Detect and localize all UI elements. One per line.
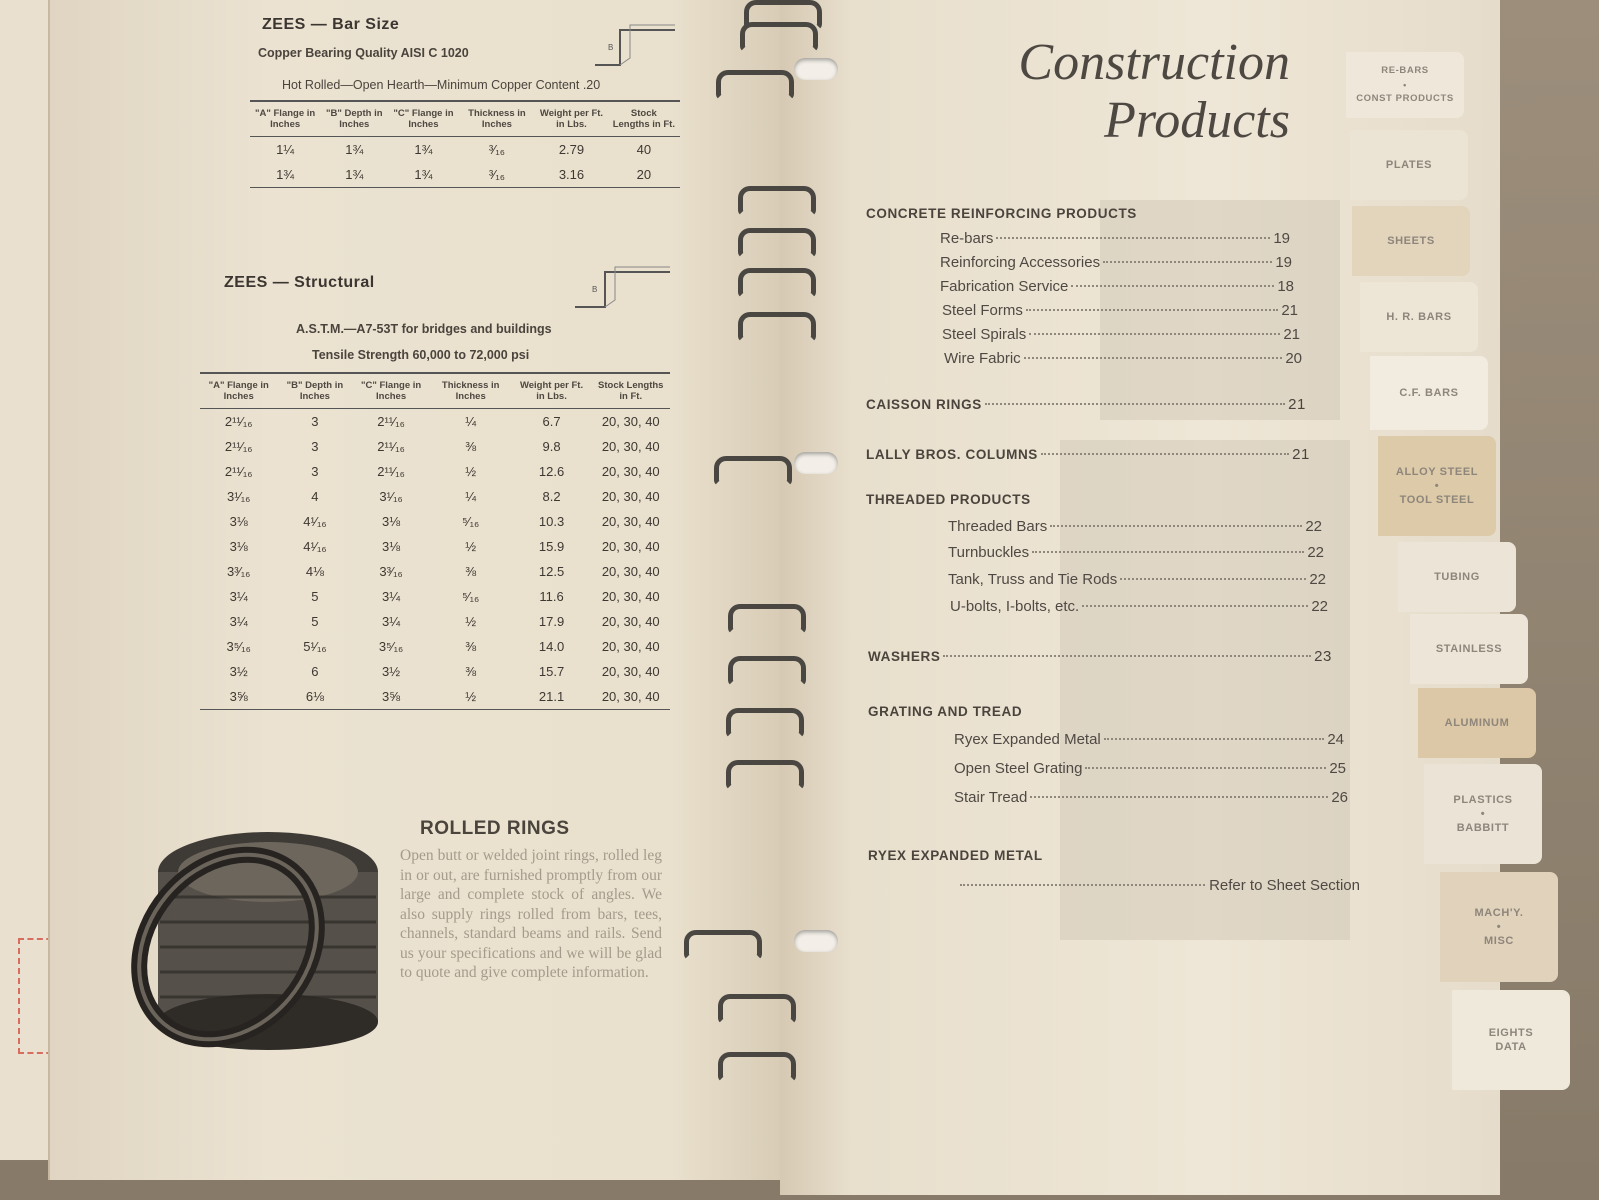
section-grating-and-tread: GRATING AND TREAD [868,704,1023,719]
leader-dots [1029,333,1280,335]
table-cell: 20, 30, 40 [601,589,660,604]
column-header: Stock Lengths in Ft. [608,101,680,137]
punch-hole [794,452,838,474]
binding-ring [716,70,794,100]
tab-plastics-babbitt[interactable] [1424,764,1542,864]
column-header: "A" Flange in Inches [250,101,320,137]
table-cell: 15.9 [538,539,565,554]
toc-entry-wire-fabric[interactable] [944,350,1302,367]
table-cell: 3⅝ [352,684,429,710]
toc-entry-turnbuckles[interactable] [948,544,1324,561]
toc-page-number: 22 [1305,518,1322,535]
toc-label: Wire Fabric [944,350,1021,367]
toc-entry-caisson-rings[interactable] [866,396,1306,413]
table-cell: 20, 30, 40 [592,684,671,710]
toc-label: WASHERS [868,649,941,664]
rolled-rings-body: Open butt or welded joint rings, rolled leg in or out, are furnished promptly from our large and complete stock of angles. We also supply rings rolled from bars, tees, channels, standard beams and rails. Send us your specifications and we will be glad to quote and give complete information. [400,847,662,981]
toc-label: Tank, Truss and Tie Rods [948,571,1118,588]
leader-dots [1082,605,1308,607]
column-header: Weight per Ft. in Lbs. [535,101,607,137]
column-header: Weight per Ft. in Lbs. [512,373,592,409]
title-line: Products [1104,92,1290,149]
table-header-row [200,373,670,409]
table-cell: 3⅝ [200,684,277,710]
toc-entry-open-steel-grating[interactable] [954,760,1346,777]
table-cell: ¼ [465,414,477,429]
table-row [200,434,670,459]
binding-ring [718,994,796,1024]
toc-label: Fabrication Service [940,278,1069,295]
tab-label: EIGHTS [1488,1027,1534,1039]
tab-stainless[interactable] [1410,614,1528,684]
table-cell: ⁵⁄₁₆ [462,589,480,604]
zees-structural-title: ZEES — Structural [224,274,375,291]
table-cell: ³⁄₁₆ [459,162,536,188]
leader-dots [1032,551,1304,553]
binding-ring [726,708,804,738]
toc-page-number: 19 [1273,230,1290,247]
tab-label: ALLOY STEEL [1395,466,1479,478]
table-cell: 4¹⁄₁₆ [303,539,327,554]
table-row [250,137,680,163]
table-cell: ⅜ [465,564,477,579]
table-cell: 1¾ [250,162,320,188]
table-cell: 20, 30, 40 [601,539,660,554]
tab-bullet: • [1403,80,1407,90]
svg-text:B: B [608,43,614,52]
tab-const-products[interactable] [1346,52,1464,118]
table-cell: 3³⁄₁₆ [227,564,251,579]
toc-label: U-bolts, I-bolts, etc. [950,598,1080,615]
table-cell: 5 [311,589,319,604]
table-cell: 9.8 [542,439,561,454]
toc-label: Reinforcing Accessories [940,254,1101,271]
spiral-binding [714,0,854,1200]
toc-label: Open Steel Grating [954,760,1083,777]
table-cell: 3.16 [535,162,607,188]
column-header: "B" Depth in Inches [277,373,352,409]
table-cell: 2.79 [558,142,585,157]
table-cell: 20, 30, 40 [601,639,660,654]
table-cell: 12.5 [538,564,565,579]
toc-label: Threaded Bars [948,518,1048,535]
table-cell: 20, 30, 40 [601,464,660,479]
table-cell: 10.3 [538,514,565,529]
binding-ring [718,1052,796,1082]
table-cell: 2¹¹⁄₁₆ [377,414,405,429]
tab-label: DATA [1495,1041,1527,1053]
zees-bar-quality: Copper Bearing Quality AISI C 1020 [258,46,469,60]
table-cell: 6⅛ [277,684,352,710]
table-cell: 2¹¹⁄₁₆ [224,414,253,429]
column-header: "C" Flange in Inches [388,101,458,137]
leader-dots [1050,525,1302,527]
toc-entry-fabrication-service[interactable] [940,278,1294,295]
tab-alloy-tool-steel[interactable] [1378,436,1496,536]
table-row [200,559,670,584]
table-cell: 20 [608,162,680,188]
toc-label: Stair Tread [954,789,1028,806]
table-cell: 3½ [382,664,401,679]
table-cell: 3¹⁄₁₆ [227,489,251,504]
table-cell: 3¼ [382,589,401,604]
binding-ring [738,186,816,216]
toc-page-number: 26 [1331,789,1348,806]
zees-structural-spec: A.S.T.M.—A7-53T for bridges and buildings [296,322,552,336]
tab-label: TUBING [1434,571,1480,583]
column-header: Stock Lengths in Ft. [592,373,671,409]
table-cell: 2¹¹⁄₁₆ [377,439,405,454]
tab-bullet: • [1496,921,1502,933]
table-cell: 3¼ [229,614,248,629]
zees-structural-table [200,372,670,710]
section-threaded-products: THREADED PRODUCTS [866,492,1031,507]
toc-label: Steel Spirals [942,326,1027,343]
tab-label: RE-BARS [1381,65,1429,76]
table-cell: ½ [465,539,477,554]
toc-entry-washers[interactable] [868,648,1332,665]
toc-entry-stair-tread[interactable] [954,789,1348,806]
toc-entry-tank-truss-tie-rods[interactable] [948,571,1326,588]
table-cell: 1¾ [388,162,458,188]
toc-page-number: 22 [1307,544,1324,561]
table-cell: 1¼ [276,142,295,157]
table-cell: ⅜ [465,639,477,654]
table-cell: 4 [311,489,319,504]
table-row [200,509,670,534]
leader-dots [960,884,1205,886]
tab-label: PLATES [1385,159,1433,171]
column-header: "B" Depth in Inches [320,101,388,137]
table-cell: 12.6 [538,464,565,479]
tab-label: STAINLESS [1435,643,1503,655]
leader-dots [1085,767,1326,769]
tab-label: H. R. BARS [1386,311,1452,323]
table-cell: ½ [465,464,477,479]
table-header-row [250,101,680,137]
rolled-rings-title: ROLLED RINGS [420,818,570,839]
toc-label: Turnbuckles [948,544,1030,561]
table-row [200,534,670,559]
toc-entry-rebars[interactable] [940,230,1290,247]
tab-aluminum[interactable] [1418,688,1536,758]
table-row [200,609,670,634]
tab-label: TOOL STEEL [1399,494,1475,506]
binding-ring [684,930,762,960]
title-line: Construction [1018,34,1290,91]
table-cell: 11.6 [539,589,564,604]
table-cell: 3½ [229,664,248,679]
leader-dots [1120,578,1306,580]
toc-label: LALLY BROS. COLUMNS [866,447,1038,462]
tab-label: BABBITT [1456,822,1510,834]
table-cell: 1¾ [320,162,388,188]
table-cell: 4⅛ [305,564,324,579]
tab-sheets[interactable] [1352,206,1470,276]
column-header: Thickness in Inches [459,101,536,137]
refer-text: Refer to Sheet Section [1209,877,1360,894]
table-cell: 20, 30, 40 [601,489,660,504]
toc-page-number: 21 [1281,302,1298,319]
table-cell: 3¹⁄₁₆ [379,489,403,504]
table-cell: 3 [311,464,319,479]
table-cell: 1¾ [414,142,433,157]
tab-hr-bars[interactable] [1360,282,1478,352]
table-cell: 17.9 [538,614,565,629]
table-cell: 6 [311,664,319,679]
column-header: "A" Flange in Inches [200,373,277,409]
table-cell: 20, 30, 40 [601,664,660,679]
leader-dots [996,237,1270,239]
toc-label: CAISSON RINGS [866,397,982,412]
table-cell: 1¾ [345,142,364,157]
table-cell: 20, 30, 40 [601,514,660,529]
table-cell: ⁵⁄₁₆ [462,514,480,529]
table-cell: ½ [465,614,477,629]
table-cell: 4¹⁄₁₆ [303,514,327,529]
table-cell: 20, 30, 40 [601,439,660,454]
toc-entry-threaded-bars[interactable] [948,518,1322,535]
table-row [200,584,670,609]
table-cell: 3¼ [382,614,401,629]
page-title [950,34,1290,150]
tab-label: MACH'Y. [1474,907,1524,919]
toc-page-number: 24 [1327,731,1344,748]
table-cell: 3⅛ [382,514,401,529]
tab-tubing[interactable] [1398,542,1516,612]
toc-page-number: 18 [1277,278,1294,295]
toc-page-number: 23 [1314,648,1332,665]
table-cell: 3 [311,414,319,429]
zees-bar-table [250,100,680,188]
binding-ring [738,228,816,258]
punch-hole [794,930,838,952]
zees-bar-note: Hot Rolled—Open Hearth—Minimum Copper Content .20 [282,78,601,92]
toc-page-number: 22 [1309,571,1326,588]
table-cell: 14.0 [538,639,565,654]
svg-text:B: B [592,285,598,294]
table-row [200,659,670,684]
binding-ring [738,268,816,298]
section-ryex-expanded-metal: RYEX EXPANDED METAL [868,848,1043,863]
leader-dots [985,403,1285,405]
table-cell: 5¹⁄₁₆ [303,639,327,654]
table-cell: 21.1 [512,684,592,710]
table-cell: 15.7 [538,664,565,679]
toc-entry-lally-bros-columns[interactable] [866,446,1310,463]
leader-dots [1071,285,1274,287]
toc-entry-ryex-expanded-metal[interactable] [954,731,1344,748]
zee-profile-diagram-icon [590,20,680,70]
table-cell: ⅜ [465,439,477,454]
tab-label: SHEETS [1387,235,1435,247]
table-row [200,634,670,659]
toc-entry-u-bolts[interactable] [950,598,1328,615]
toc-page-number: 20 [1285,350,1302,367]
tab-machy-misc[interactable] [1440,872,1558,982]
leader-dots [1024,357,1283,359]
tab-label: PLASTICS [1453,794,1513,806]
toc-label: Steel Forms [942,302,1023,319]
table-cell: 2¹¹⁄₁₆ [377,464,405,479]
table-cell: 3 [311,439,319,454]
toc-page-number: 21 [1292,446,1310,463]
binding-ring [726,760,804,790]
punch-hole [794,58,838,80]
leader-dots [1026,309,1278,311]
table-cell: 3⅛ [229,539,248,554]
toc-entry-steel-forms[interactable] [942,302,1298,319]
tab-cf-bars[interactable] [1370,356,1488,430]
table-cell: 5 [311,614,319,629]
binding-ring [740,22,818,52]
tab-label: CONST PRODUCTS [1356,93,1454,104]
toc-page-number: 25 [1329,760,1346,777]
table-cell: ³⁄₁₆ [488,142,505,157]
zees-structural-body [200,409,670,710]
leader-dots [1030,796,1328,798]
table-row [200,459,670,484]
table-row [200,684,670,710]
toc-entry-refer-sheet-section[interactable] [960,877,1360,894]
zees-bar-title: ZEES — Bar Size [262,16,400,33]
toc-page-number: 21 [1288,396,1306,413]
table-cell: 2¹¹⁄₁₆ [224,439,253,454]
column-header: "C" Flange in Inches [352,373,429,409]
table-cell: 6.7 [542,414,561,429]
toc-entry-steel-spirals[interactable] [942,326,1300,343]
table-cell: 20, 30, 40 [601,414,660,429]
toc-label: Re-bars [940,230,994,247]
toc-entry-reinforcing-accessories[interactable] [940,254,1292,271]
table-cell: 40 [636,142,652,157]
table-row [200,409,670,435]
zee-structural-diagram-icon [570,262,675,312]
table-cell: 20, 30, 40 [601,614,660,629]
binding-ring [738,312,816,342]
section-concrete-reinforcing: CONCRETE REINFORCING PRODUCTS [866,206,1137,221]
photo-bleed-shade [1060,440,1350,940]
table-cell: 2¹¹⁄₁₆ [224,464,253,479]
binding-ring [728,656,806,686]
tab-weights-data[interactable] [1452,990,1570,1090]
tab-label: ALUMINUM [1444,717,1510,729]
column-header: Thickness in Inches [430,373,512,409]
table-cell: 3⁵⁄₁₆ [378,639,404,654]
table-cell: 20, 30, 40 [601,564,660,579]
table-cell: ¼ [465,489,477,504]
table-cell: ½ [430,684,512,710]
table-row [200,484,670,509]
tab-label: MISC [1484,935,1514,947]
table-cell: 3¼ [229,589,248,604]
toc-page-number: 19 [1275,254,1292,271]
tab-plates[interactable] [1350,130,1468,200]
tab-label: C.F. BARS [1399,387,1459,399]
table-cell: ⅜ [465,664,477,679]
table-cell: 3⅛ [382,539,401,554]
table-cell: 3⁵⁄₁₆ [226,639,251,654]
table-cell: 3³⁄₁₆ [379,564,403,579]
zees-structural-tensile: Tensile Strength 60,000 to 72,000 psi [312,348,530,362]
binding-ring [728,604,806,634]
toc-page-number: 22 [1311,598,1328,615]
binding-ring [714,456,792,486]
leader-dots [1104,738,1325,740]
tab-bullet: • [1480,808,1486,820]
table-cell: 8.2 [542,489,561,504]
table-cell: 3⅛ [229,514,248,529]
toc-page-number: 21 [1283,326,1300,343]
rolled-rings-photo [118,812,398,1052]
leader-dots [943,655,1311,657]
table-row [250,162,680,188]
toc-label: Ryex Expanded Metal [954,731,1101,748]
tab-bullet: • [1434,480,1440,492]
leader-dots [1041,453,1289,455]
leader-dots [1103,261,1272,263]
